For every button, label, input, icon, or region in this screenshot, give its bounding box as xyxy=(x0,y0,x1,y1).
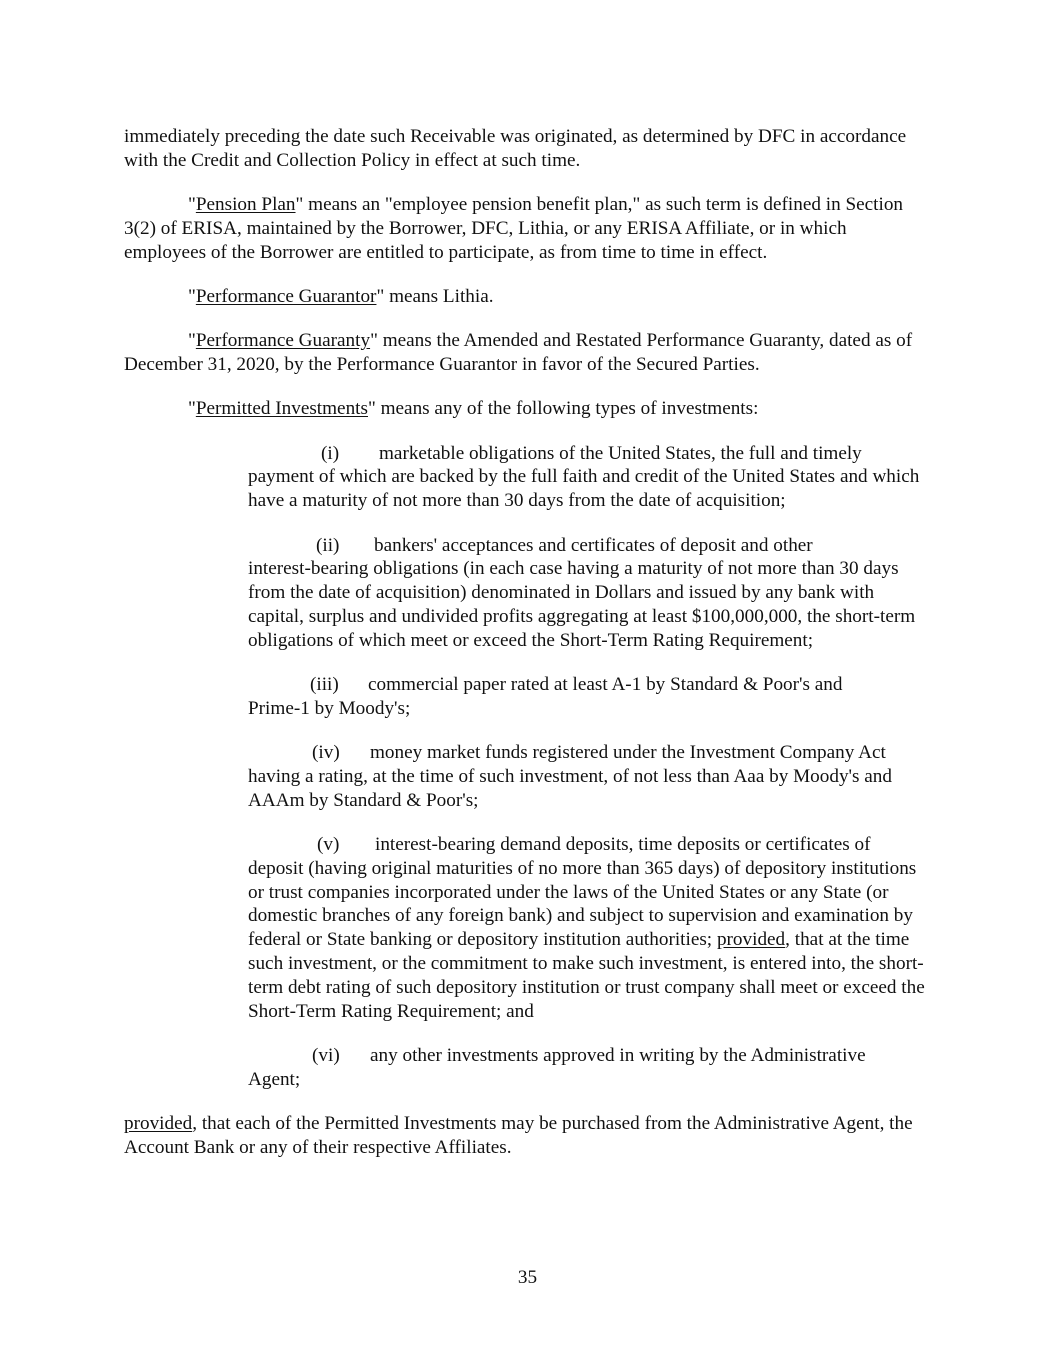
item-number: (ii) xyxy=(316,534,340,556)
item-body-text: deposit (having original maturities of no more than 365 days) of depository institutions or trust companies incorporated under the laws of the United States or any State (or domestic branches of any foreign bank) and subject to supervision and examination by federal or State banking or depository institution authorities; xyxy=(248,857,917,951)
item-first-line: interest-bearing demand deposits, time deposits or certificates of xyxy=(375,834,871,856)
item-first-line: money market funds registered under the Investment Company Act xyxy=(370,742,886,764)
continuation-paragraph: immediately preceding the date such Receivable was originated, as determined by DFC in accordance with the Credit and Collection Policy in effect at such time. xyxy=(124,126,907,171)
item-body: having a rating, at the time of such investment, of not less than Aaa by Moody's and AAAm by Standard & Poor's; xyxy=(248,765,892,811)
open-quote: " xyxy=(188,194,196,216)
closing-proviso xyxy=(124,1112,929,1160)
definition-text: " means an "employee pension benefit plan," as such term is defined in Section 3(2) of ERISA, maintained by the Borrower, DFC, Lithia, or any ERISA Affiliate, or in which employees of the Borrower are entitled to participate, as from time to time in effect. xyxy=(124,194,904,263)
defined-term: Pension Plan xyxy=(195,194,296,216)
item-body-text: , that at the time such investment, or the commitment to make such investment, is entered into, the short-term debt rating of such depository institution or trust company shall meet or exceed the Short-Term Rating Requirement; and xyxy=(248,929,925,1022)
investment-item-iv xyxy=(248,741,929,812)
item-first-line: any other investments approved in writing by the Administrative xyxy=(370,1044,866,1066)
provided-term: provided xyxy=(716,929,786,951)
item-body: Prime-1 by Moody's; xyxy=(248,697,411,719)
open-quote: " xyxy=(188,285,196,307)
investment-item-vi xyxy=(248,1044,929,1092)
investment-item-ii xyxy=(248,534,929,653)
definition-text: " means Lithia. xyxy=(376,285,494,307)
closing-text: , that each of the Permitted Investments may be purchased from the Administrative Agent, the Account Bank or any of their respective Affiliates. xyxy=(124,1113,913,1158)
item-number: (v) xyxy=(317,834,340,856)
item-body: payment of which are backed by the full faith and credit of the United States and which have a maturity of not more than 30 days from the date of acquisition; xyxy=(248,466,920,512)
investment-item-i xyxy=(248,442,929,513)
page-number: 35 xyxy=(517,1267,538,1288)
item-number: (i) xyxy=(321,442,340,464)
item-number: (iv) xyxy=(312,742,340,764)
item-body xyxy=(248,857,929,1024)
item-body: interest-bearing obligations (in each case having a maturity of not more than 30 days from the date of acquisition) denominated in Dollars and issued by any bank with capital, surplus and undivided profits aggregating at least $100,000,000, the short-term obligations of which meet or exceed the Short-Term Rating Requirement; xyxy=(248,558,916,651)
definition-permitted-investments xyxy=(124,397,929,421)
definition-text: " means any of the following types of investments: xyxy=(367,398,759,420)
defined-term: Permitted Investments xyxy=(195,398,368,420)
defined-term: Performance Guarantor xyxy=(195,285,377,307)
investment-item-iii xyxy=(248,673,929,721)
document-page xyxy=(124,125,929,1180)
item-first-line: commercial paper rated at least A-1 by Standard & Poor's and xyxy=(368,674,843,696)
item-number: (vi) xyxy=(312,1044,340,1066)
item-first-line: bankers' acceptances and certificates of deposit and other xyxy=(374,534,813,556)
defined-term: Performance Guaranty xyxy=(195,330,371,352)
definition-performance-guaranty xyxy=(124,329,929,377)
item-body: Agent; xyxy=(248,1068,301,1090)
item-number: (iii) xyxy=(310,674,339,696)
open-quote: " xyxy=(188,398,196,420)
investment-item-v xyxy=(248,833,929,1023)
item-first-line: marketable obligations of the United States, the full and timely xyxy=(379,442,862,464)
definition-text: " means the Amended and Restated Performance Guaranty, dated as of December 31, 2020, by the Performance Guarantor in favor of the Secured Parties. xyxy=(124,330,913,376)
definition-pension-plan xyxy=(124,193,929,264)
provided-term: provided xyxy=(124,1113,193,1134)
definition-performance-guarantor xyxy=(124,285,929,309)
open-quote: " xyxy=(188,330,196,352)
